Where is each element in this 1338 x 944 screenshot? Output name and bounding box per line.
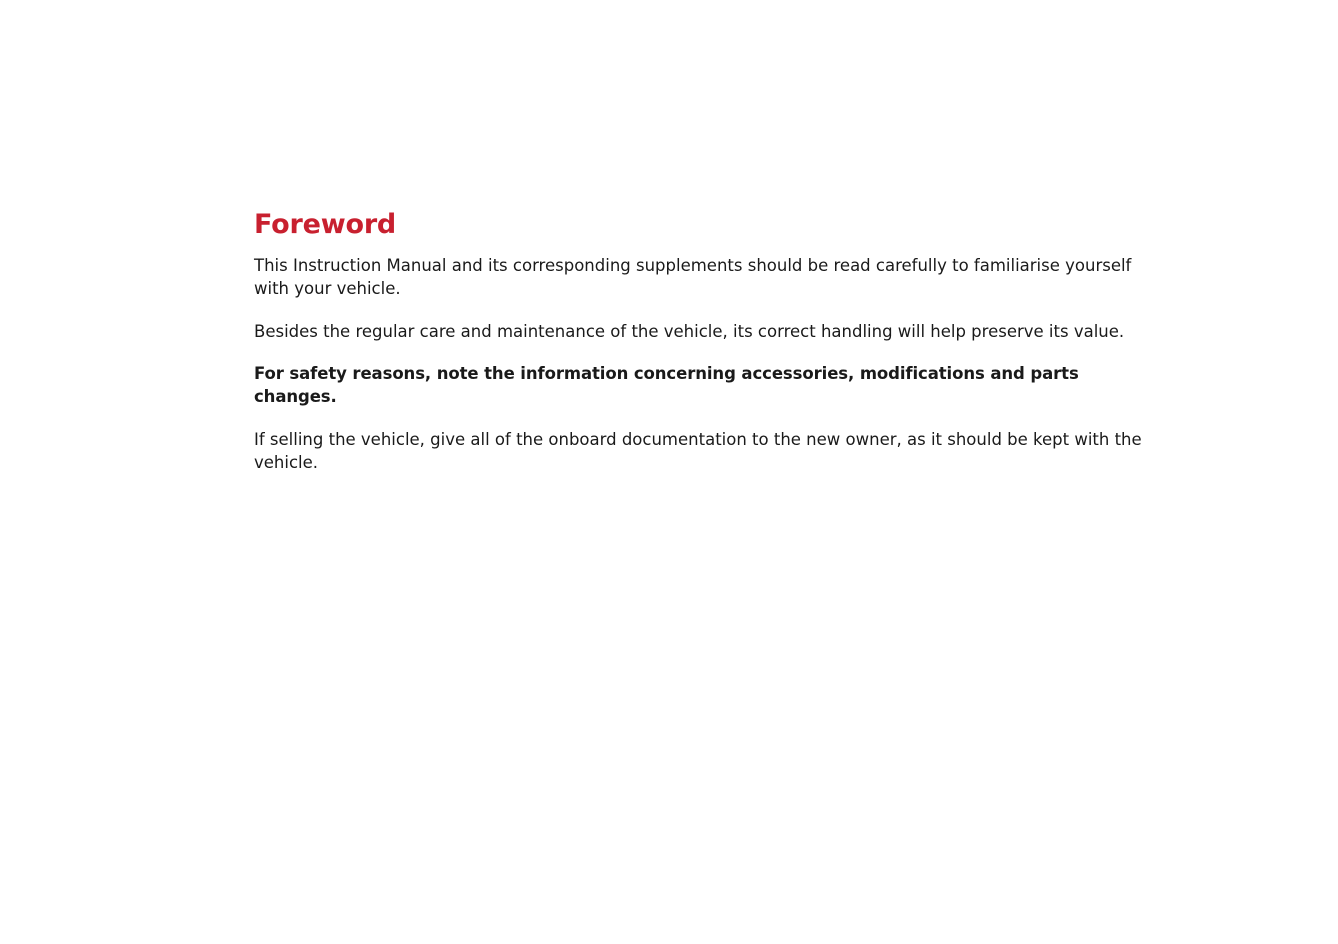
document-content xyxy=(254,210,1154,475)
body-paragraph: If selling the vehicle, give all of the onboard documentation to the new owner, as it should be kept with the vehicle. xyxy=(254,429,1142,473)
page-title: Foreword xyxy=(254,209,397,240)
safety-notice-paragraph: For safety reasons, note the information concerning accessories, modifications and parts changes. xyxy=(254,363,1079,407)
body-paragraph: This Instruction Manual and its corresponding supplements should be read carefully to familiarise yourself with your vehicle. xyxy=(254,255,1132,299)
body-paragraph: Besides the regular care and maintenance of the vehicle, its correct handling will help preserve its value. xyxy=(254,321,1125,341)
